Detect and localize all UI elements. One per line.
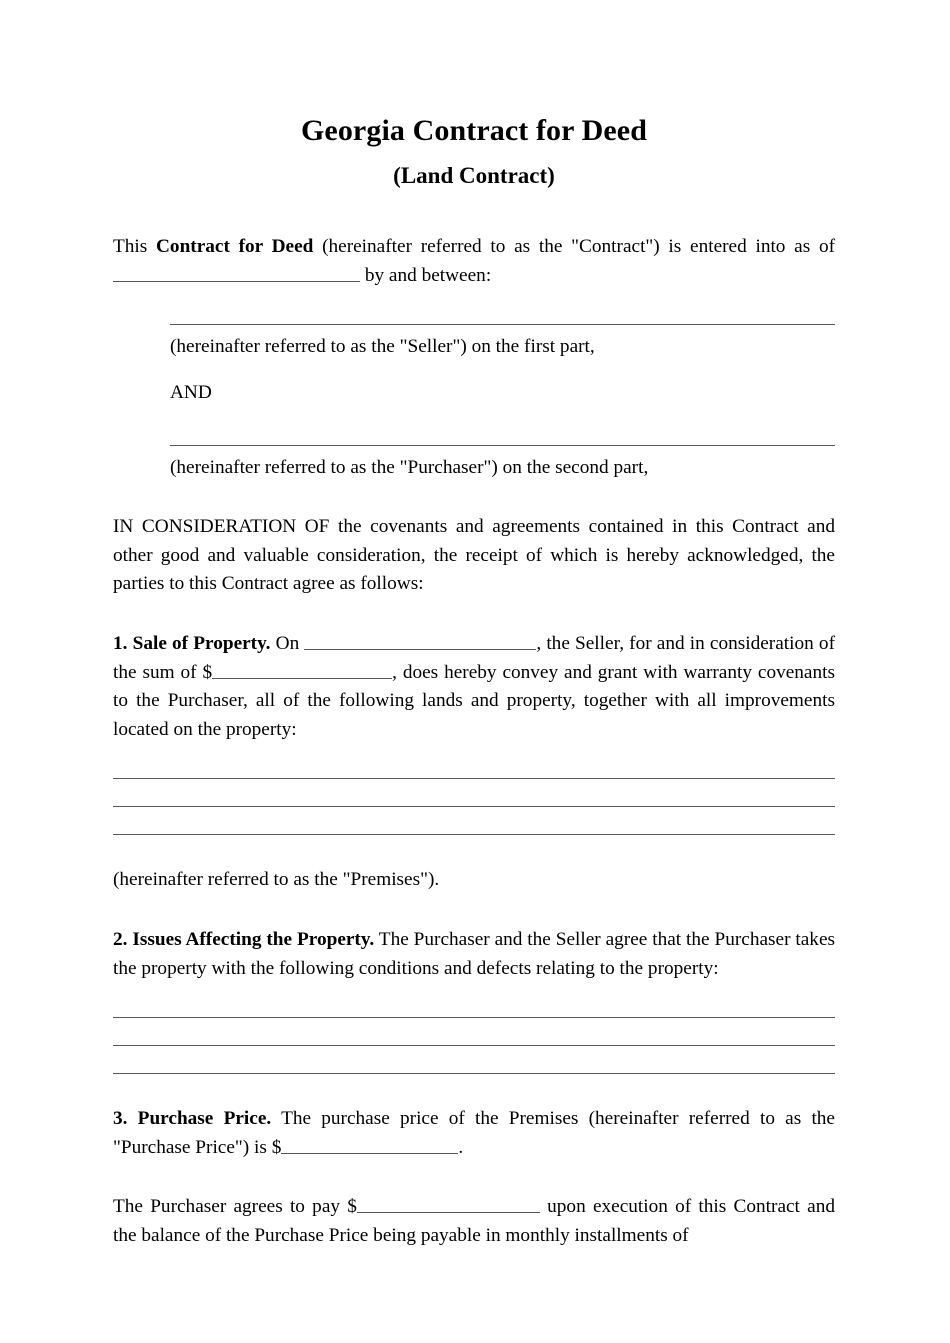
spacer (113, 835, 835, 852)
conditions-defects-blank-lines (113, 1017, 835, 1074)
section-2-heading: 2. Issues Affecting the Property. (113, 928, 375, 950)
section-3-text-a: The purchase price of the Premises (hereinafter referred to as the "Purchase Price") is $ (113, 1108, 835, 1158)
payment-text-a: The Purchaser agrees to pay $ (113, 1196, 357, 1218)
section-1-date-blank[interactable] (304, 631, 536, 650)
spacer (113, 983, 835, 1000)
section-1-heading: 1. Sale of Property. (113, 632, 271, 654)
intro-lead-suffix: (hereinafter referred to as the "Contract") is entered into as of (313, 236, 836, 258)
section-1-paragraph (113, 630, 835, 744)
purchaser-caption: (hereinafter referred to as the "Purchaser") on the second part, (170, 456, 649, 478)
spacer (113, 1091, 835, 1105)
consideration-paragraph: IN CONSIDERATION OF the covenants and agreements contained in this Contract and other good and valuable consideration, the receipt of which is hereby acknowledged, the parties to this Contract agree as follows: (113, 516, 835, 595)
section-1-text-a: On (270, 632, 305, 654)
spacer (113, 744, 835, 761)
spacer (113, 761, 835, 778)
intro-lead-prefix: This (113, 236, 156, 258)
section-3-text-b: . (458, 1136, 464, 1158)
spacer (113, 1074, 835, 1091)
seller-caption: (hereinafter referred to as the "Seller") on the first part, (170, 336, 595, 358)
spacer (113, 616, 835, 630)
seller-block (170, 324, 835, 482)
section-1-text-b: , the Seller, for and in consideration of the sum of $ (113, 632, 835, 683)
blank-line[interactable] (113, 1017, 835, 1018)
page-title: Georgia Contract for Deed (300, 114, 647, 147)
intro-lead-tail: by and between: (360, 264, 492, 286)
section-1-sum-blank[interactable] (212, 660, 392, 679)
intro-paragraph (113, 233, 835, 290)
section-2-text: The Purchaser and the Seller agree that the Purchaser takes the property with the following conditions and defects relating to the property: (113, 928, 836, 979)
spacer (170, 408, 835, 425)
spacer (113, 912, 835, 926)
spacer (113, 599, 835, 616)
spacer (113, 895, 835, 912)
section-3-paragraph (113, 1105, 835, 1162)
date-blank-field[interactable] (113, 263, 360, 282)
spacer (113, 499, 835, 513)
blank-line[interactable] (113, 806, 835, 807)
section-3-price-blank[interactable] (281, 1135, 458, 1154)
spacer (113, 482, 835, 499)
premises-caption: (hereinafter referred to as the "Premises"). (113, 869, 440, 891)
blank-line[interactable] (113, 778, 835, 779)
property-description-blank-lines (113, 778, 835, 835)
intro-lead-bold: Contract for Deed (156, 236, 314, 258)
payment-text-b: upon execution of this Contract and the balance of the Purchase Price being payable in monthly installments of (113, 1196, 835, 1246)
spacer (113, 290, 835, 307)
document-content (113, 113, 835, 1250)
payment-amount-blank[interactable] (357, 1194, 540, 1213)
spacer (113, 852, 835, 866)
spacer (170, 362, 835, 379)
spacer (113, 1179, 835, 1193)
spacer (113, 1162, 835, 1179)
blank-line[interactable] (113, 1045, 835, 1046)
section-1-text-c: , does hereby convey and grant with warranty covenants to the Purchaser, all of the following lands and property, together with all improvements located on the property: (113, 661, 835, 740)
spacer-after-title (113, 189, 835, 233)
conjunction-and: AND (170, 381, 212, 403)
section-3-heading: 3. Purchase Price. (113, 1108, 272, 1130)
spacer (113, 1000, 835, 1017)
spacer (113, 307, 835, 324)
page-subtitle: (Land Contract) (393, 162, 555, 188)
payment-paragraph (113, 1193, 835, 1250)
section-2-paragraph (113, 926, 835, 983)
